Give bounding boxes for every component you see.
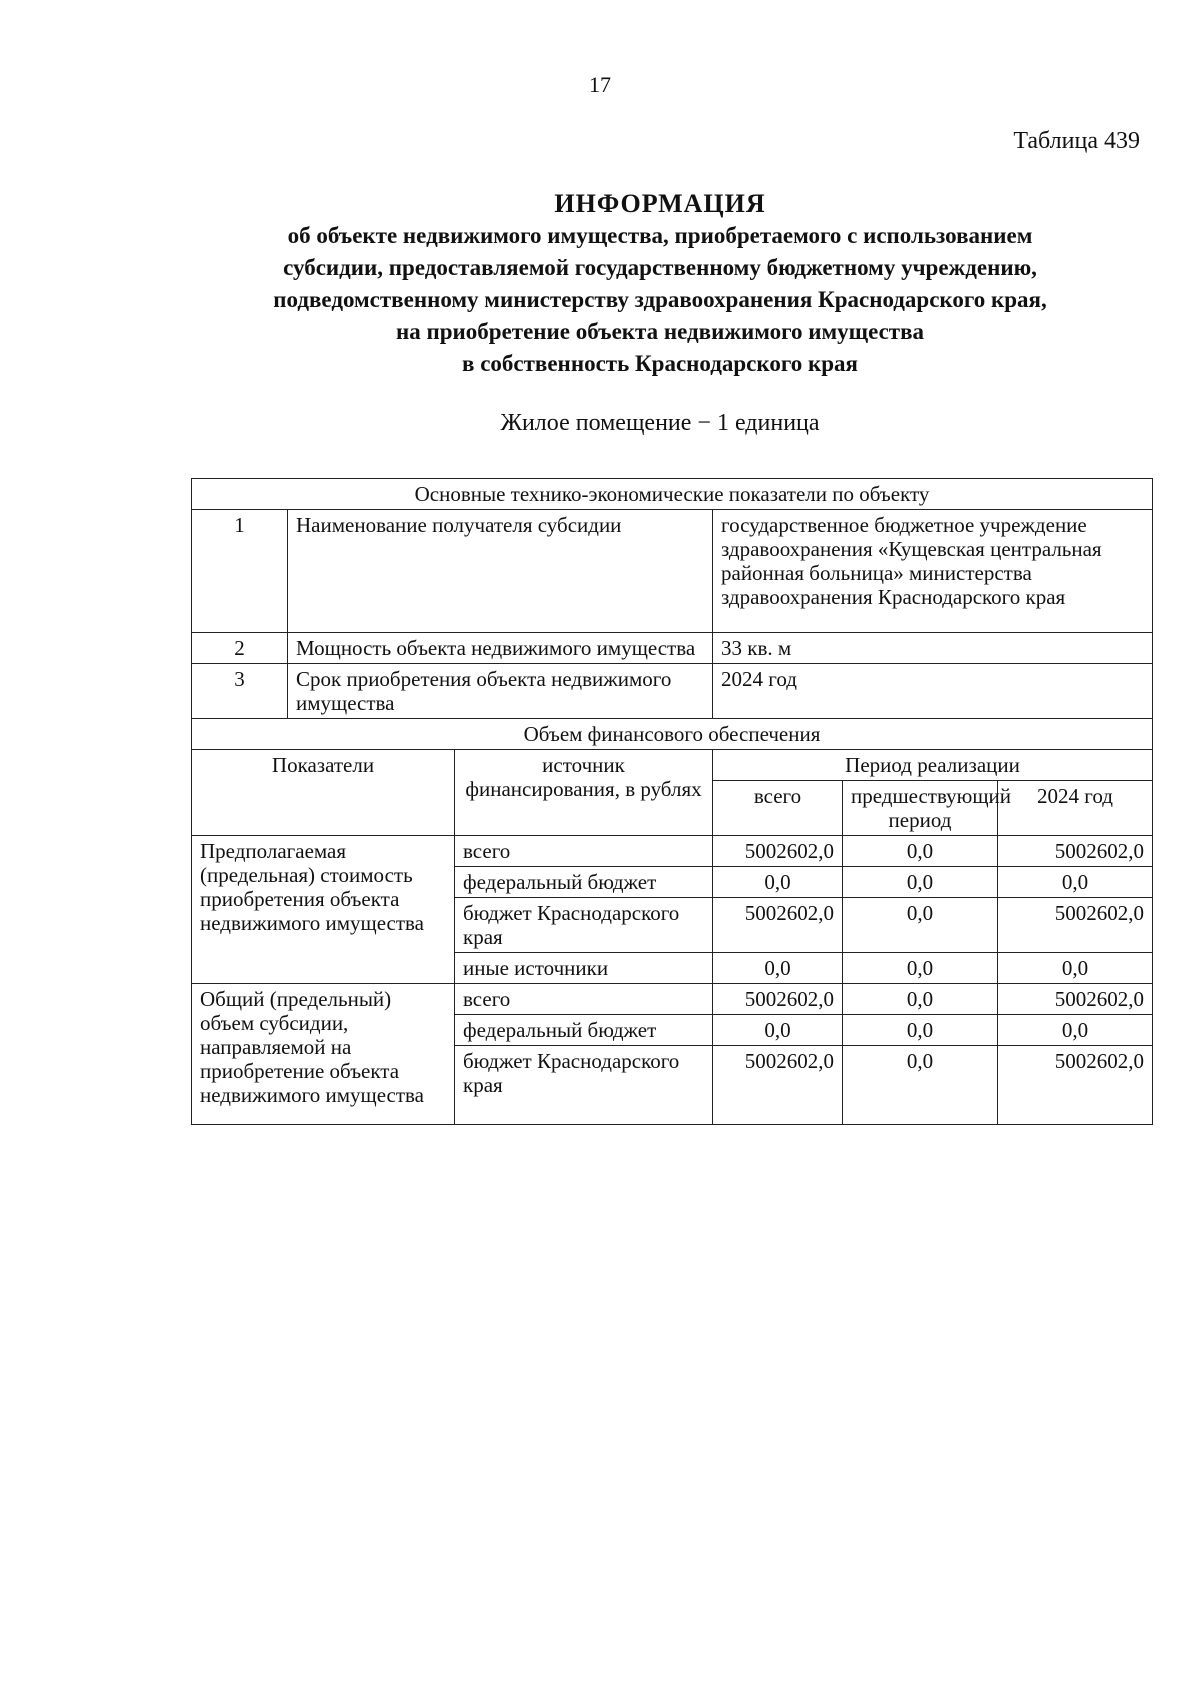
finance-header-row <box>192 750 1153 781</box>
total-cell: 0,0 <box>713 953 843 984</box>
total-cell: 5002602,0 <box>713 984 843 1015</box>
year-cell: 5002602,0 <box>998 898 1153 953</box>
total-cell: 5002602,0 <box>713 898 843 953</box>
header-year: 2024 год <box>998 781 1153 836</box>
source-cell: всего <box>455 984 713 1015</box>
source-cell: федеральный бюджет <box>455 867 713 898</box>
row-number: 3 <box>192 664 288 719</box>
row-value: 33 кв. м <box>713 633 1153 664</box>
section-header-row <box>192 479 1153 510</box>
header-indicators: Показатели <box>192 750 455 836</box>
object-description: Жилое помещение − 1 единица <box>500 410 820 436</box>
year-cell: 5002602,0 <box>998 836 1153 867</box>
table-label: Таблица 439 <box>1013 128 1140 154</box>
title-line: на приобретение объекта недвижимого имущества <box>395 319 925 344</box>
title-line: подведомственному министерству здравоохранения Краснодарского края, <box>273 287 1047 312</box>
title-line: субсидии, предоставляемой государственному бюджетному учреждению, <box>283 255 1037 280</box>
total-cell: 5002602,0 <box>713 1046 843 1125</box>
year-cell: 5002602,0 <box>998 1046 1153 1125</box>
year-cell: 0,0 <box>998 867 1153 898</box>
previous-cell: 0,0 <box>843 1046 998 1125</box>
previous-cell: 0,0 <box>843 867 998 898</box>
previous-cell: 0,0 <box>843 898 998 953</box>
source-cell: федеральный бюджет <box>455 1015 713 1046</box>
info-table <box>191 478 1153 1125</box>
previous-cell: 0,0 <box>843 953 998 984</box>
row-label: Срок приобретения объекта недвижимого имущества <box>288 664 713 719</box>
title-line: в собственность Краснодарского края <box>462 351 858 376</box>
source-cell: иные источники <box>455 953 713 984</box>
title-main: ИНФОРМАЦИЯ <box>554 189 766 218</box>
row-label: Мощность объекта недвижимого имущества <box>288 633 713 664</box>
year-cell: 0,0 <box>998 1015 1153 1046</box>
total-cell: 0,0 <box>713 1015 843 1046</box>
header-previous: предшествующий период <box>843 781 998 836</box>
row-value: 2024 год <box>713 664 1153 719</box>
header-source: источник финансирования, в рублях <box>455 750 713 836</box>
table-row <box>192 633 1153 664</box>
group-label-subsidy: Общий (предельный) объем субсидии, направляемой на приобретение объекта недвижимого имущества <box>192 984 455 1125</box>
group-label-cost: Предполагаемая (предельная) стоимость приобретения объекта недвижимого имущества <box>192 836 455 984</box>
previous-cell: 0,0 <box>843 1015 998 1046</box>
source-cell: бюджет Краснодарского края <box>455 1046 713 1125</box>
previous-cell: 0,0 <box>843 836 998 867</box>
page-number: 17 <box>589 72 611 97</box>
section-header-row <box>192 719 1153 750</box>
row-number: 1 <box>192 510 288 633</box>
table-row <box>192 984 1153 1015</box>
total-cell: 5002602,0 <box>713 836 843 867</box>
section-header-finance: Объем финансового обеспечения <box>192 719 1153 750</box>
year-cell: 5002602,0 <box>998 984 1153 1015</box>
title-line: об объекте недвижимого имущества, приобретаемого с использованием <box>287 223 1033 248</box>
header-period: Период реализации <box>713 750 1153 781</box>
total-cell: 0,0 <box>713 867 843 898</box>
year-cell: 0,0 <box>998 953 1153 984</box>
previous-cell: 0,0 <box>843 984 998 1015</box>
row-number: 2 <box>192 633 288 664</box>
source-cell: всего <box>455 836 713 867</box>
source-cell: бюджет Краснодарского края <box>455 898 713 953</box>
header-total: всего <box>713 781 843 836</box>
row-label: Наименование получателя субсидии <box>288 510 713 633</box>
section-header-indicators: Основные технико-экономические показатели по объекту <box>192 479 1153 510</box>
document-title <box>130 188 1190 380</box>
row-value: государственное бюджетное учреждение здравоохранения «Кущевская центральная районная больница» министерства здравоохранения Краснодарского края <box>713 510 1153 633</box>
table-row <box>192 664 1153 719</box>
table-row <box>192 836 1153 867</box>
table-row <box>192 510 1153 633</box>
